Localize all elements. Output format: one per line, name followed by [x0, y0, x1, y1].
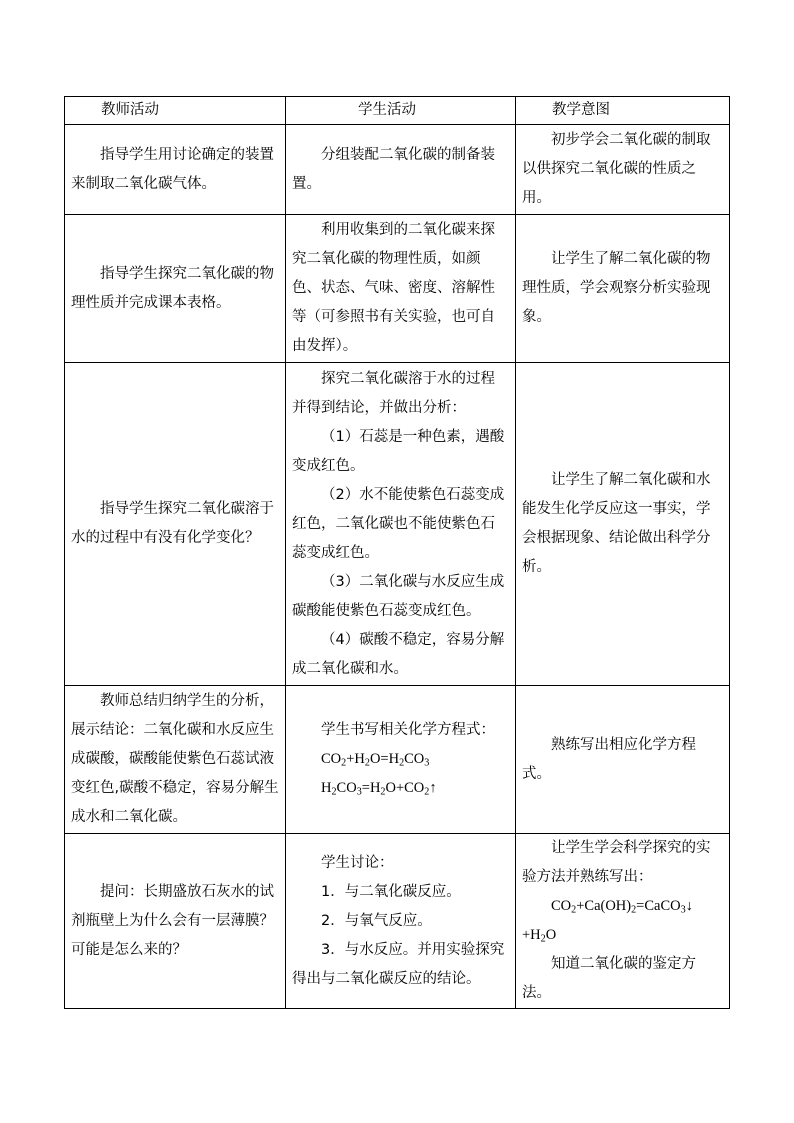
cell-text: （1）石蕊是一种色素，遇酸变成红色。	[292, 428, 505, 474]
header-teacher-activity: 教师活动	[65, 97, 286, 125]
cell-teacher	[65, 834, 286, 1009]
cell-teacher	[65, 215, 286, 363]
cell-student	[286, 834, 516, 1009]
cell-student	[286, 215, 516, 363]
cell-text: 3．与水反应。并用实验探究得出与二氧化碳反应的结论。	[292, 941, 505, 987]
cell-teacher	[65, 686, 286, 834]
cell-intent	[516, 363, 730, 686]
cell-text: 学生讨论：	[321, 854, 394, 871]
cell-text: 提问：长期盛放石灰水的试剂瓶壁上为什么会有一层薄膜？可能是怎么来的？	[71, 883, 274, 958]
table-row	[65, 215, 730, 363]
table-header-row	[65, 97, 730, 125]
table-row	[65, 125, 730, 215]
cell-text: 1．与二氧化碳反应。	[321, 883, 461, 900]
equation-carbonic-acid-decompose: $H_2CO_3=H_2O+CO_2↑$	[321, 780, 437, 798]
cell-text: 让学生了解二氧化碳的物理性质，学会观察分析实验现象。	[522, 251, 711, 325]
cell-text: 让学生学会科学探究的实验方法并熟练写出：	[522, 840, 711, 885]
cell-student	[286, 125, 516, 215]
cell-text: 利用收集到的二氧化碳来探究二氧化碳的物理性质，如颜色、状态、气味、密度、溶解性等（可参照书有关实验，也可自由发挥）。	[292, 222, 495, 354]
cell-text: （2）水不能使紫色石蕊变成红色，二氧化碳也不能使紫色石蕊变成红色。	[292, 486, 505, 561]
cell-text: 探究二氧化碳溶于水的过程并得到结论，并做出分析：	[292, 370, 495, 416]
cell-intent	[516, 215, 730, 363]
cell-text: 分组装配二氧化碳的制备装置。	[292, 146, 495, 192]
table-row	[65, 834, 730, 1009]
cell-text: 学生书写相关化学方程式：	[321, 722, 495, 738]
cell-text: 熟练写出相应化学方程式。	[522, 736, 696, 782]
header-student-activity: 学生活动	[286, 97, 516, 125]
cell-intent	[516, 125, 730, 215]
cell-text: 知道二氧化碳的鉴定方法。	[522, 956, 696, 1001]
cell-intent	[516, 834, 730, 1009]
cell-teacher	[65, 125, 286, 215]
cell-text: （3）二氧化碳与水反应生成碳酸能使紫色石蕊变成红色。	[292, 573, 505, 619]
lesson-plan-table	[64, 96, 730, 1009]
cell-text: 教师总结归纳学生的分析，展示结论：二氧化碳和水反应生成碳酸，碳酸能使紫色石蕊试液变红色,碳酸不稳定，容易分解生成水和二氧化碳。	[71, 693, 279, 825]
header-teaching-intent: 教学意图	[516, 97, 730, 125]
equation-limewater-continued: $+H_2O$	[522, 927, 557, 945]
cell-text: 指导学生探究二氧化碳的物理性质并完成课本表格。	[71, 265, 274, 311]
equation-co2-water: $CO_2+H_2O=H_2CO_3$	[321, 751, 430, 769]
cell-text: 指导学生用讨论确定的装置来制取二氧化碳气体。	[71, 146, 274, 192]
cell-text: 初步学会二氧化碳的制取以供探究二氧化碳的性质之用。	[522, 132, 711, 206]
cell-teacher	[65, 363, 286, 686]
cell-text: 让学生了解二氧化碳和水能发生化学反应这一事实，学会根据现象、结论做出科学分析。	[522, 472, 711, 575]
table-row	[65, 686, 730, 834]
equation-limewater: $CO_2+Ca(OH)_2=CaCO_3↓$	[551, 898, 693, 916]
cell-student	[286, 686, 516, 834]
cell-text: 指导学生探究二氧化碳溶于水的过程中有没有化学变化？	[71, 501, 274, 546]
table-row	[65, 363, 730, 686]
cell-student	[286, 363, 516, 686]
cell-intent	[516, 686, 730, 834]
cell-text: （4）碳酸不稳定，容易分解成二氧化碳和水。	[292, 631, 505, 677]
cell-text: 2．与氧气反应。	[321, 912, 432, 929]
